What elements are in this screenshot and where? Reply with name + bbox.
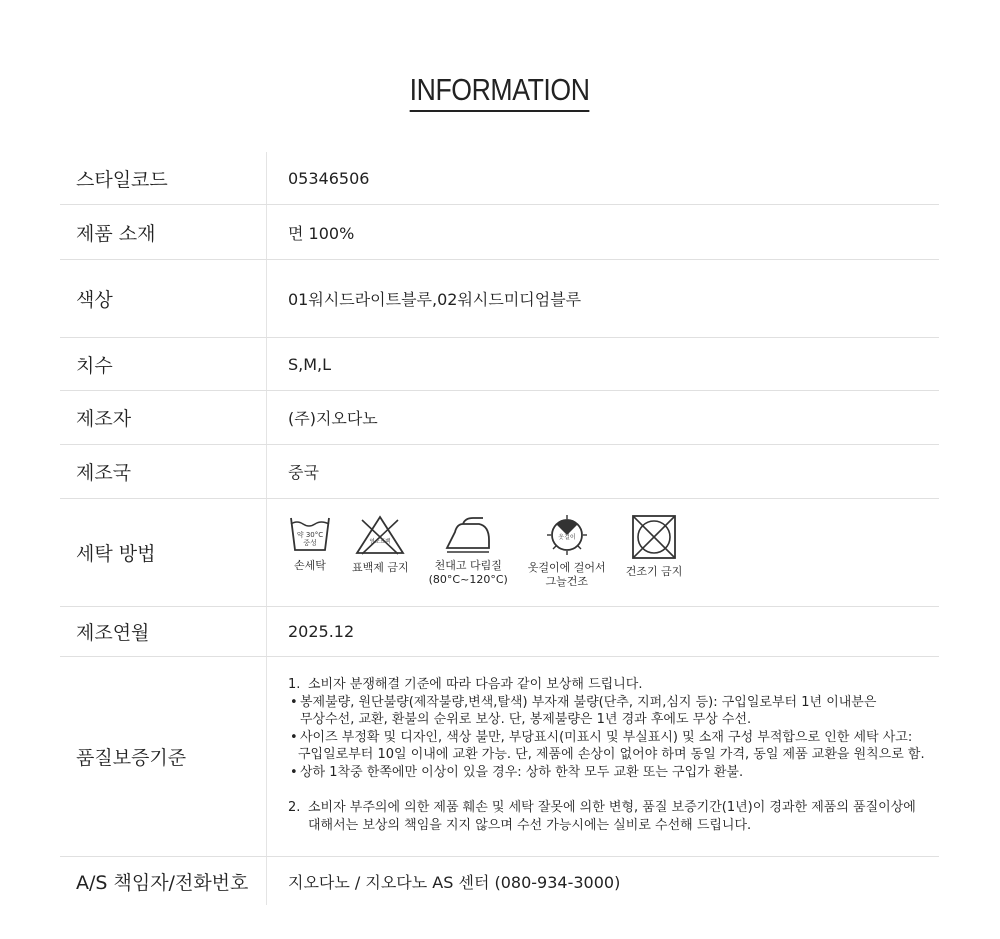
bullet-line: 봉제불량, 원단불량(제작불량,변색,탈색) 부자재 불량(단추, 지퍼,심지 등): 구입일로부터 1년 이내분은 [300, 694, 877, 710]
row-value: 중국 [288, 463, 319, 482]
info-table [60, 152, 939, 905]
row-label: 제조국 [60, 445, 267, 498]
care-symbols [267, 499, 939, 606]
bullet-line: 사이즈 부정확 및 디자인, 색상 불만, 부당표시(미표시 및 부실표시) 및 소재 구성 부적합으로 인한 세탁 사고: [300, 729, 913, 745]
care-label-line2: (80°C~120°C) [428, 573, 508, 586]
quality-bullet-1 [288, 694, 939, 729]
quality-text [267, 657, 939, 856]
row-value: 면 100% [288, 223, 355, 243]
row-label: 품질보증기준 [60, 657, 267, 856]
hand-wash-icon [288, 514, 332, 554]
spacer [288, 781, 939, 799]
shade-dry-icon [543, 514, 591, 556]
item-text: 소비자 분쟁해결 기준에 따라 다음과 같이 보상해 드립니다. [308, 677, 643, 692]
row-date [60, 607, 939, 657]
row-size [60, 338, 939, 391]
row-value: 지오다노 / 지오다노 AS 센터 (080-934-3000) [288, 872, 621, 892]
care-label: 손세탁 [294, 559, 326, 572]
row-value: (주)지오다노 [288, 409, 378, 428]
care-item-no-tumble-dry [626, 514, 683, 579]
row-quality [60, 657, 939, 857]
quality-item-2 [288, 799, 939, 834]
bullet-line: 상하 1착중 한쪽에만 이상이 있을 경우: 상하 한착 모두 교환 또는 구입가 환불. [300, 764, 744, 780]
row-label: 스타일코드 [60, 152, 267, 204]
row-color [60, 260, 939, 338]
row-as [60, 857, 939, 905]
row-label: 제조자 [60, 391, 267, 444]
care-label-line1: 옷걸이에 걸어서 [527, 561, 606, 574]
row-label: A/S 책임자/전화번호 [60, 857, 267, 905]
row-manufacturer [60, 391, 939, 445]
quality-bullet-3 [288, 764, 939, 782]
page-title: INFORMATION [410, 72, 590, 112]
hand-wash-neutral: 중성 [303, 539, 317, 547]
quality-item-1 [288, 676, 939, 694]
row-label: 제조연월 [60, 607, 267, 656]
row-style-code [60, 152, 939, 205]
no-bleach-icon [354, 514, 406, 556]
item-line: 대해서는 보상의 책임을 지지 않으며 수선 가능시에는 실비로 수선해 드립니다. [308, 817, 752, 833]
hand-wash-temp: 약 30°C [296, 531, 324, 539]
row-value: S,M,L [288, 354, 332, 374]
quality-bullet-2 [288, 729, 939, 764]
row-label: 색상 [60, 260, 267, 337]
care-item-iron [429, 514, 508, 587]
no-bleach-inner: 염소표백 [369, 539, 391, 545]
no-tumble-dry-icon [631, 514, 677, 560]
care-label: 건조기 금지 [625, 565, 683, 578]
row-material [60, 205, 939, 260]
bullet: • [290, 764, 298, 780]
care-item-hand-wash [288, 514, 332, 573]
row-washing [60, 499, 939, 607]
row-value: 05346506 [288, 168, 370, 188]
item-number: 2. [288, 800, 301, 815]
row-label: 치수 [60, 338, 267, 390]
care-label: 표백제 금지 [352, 561, 409, 574]
row-value: 01워시드라이트블루,02워시드미디엄블루 [288, 290, 582, 309]
shade-dry-inner: 옷걸이 [558, 534, 576, 541]
bullet: • [290, 694, 298, 710]
title-wrap [0, 72, 1000, 112]
iron-icon [443, 514, 493, 554]
care-label-line2: 그늘건조 [545, 575, 588, 588]
row-country [60, 445, 939, 499]
row-value: 2025.12 [288, 622, 355, 641]
item-number: 1. [288, 677, 301, 692]
row-label: 세탁 방법 [60, 499, 267, 606]
bullet-line: 구입일로부터 10일 이내에 교환 가능. 단, 제품에 손상이 없어야 하며 동일 가격, 동일 제품 교환을 원칙으로 함. [298, 747, 925, 762]
care-item-no-bleach [352, 514, 409, 575]
care-item-shade-dry [528, 514, 606, 589]
bullet: • [290, 729, 298, 745]
item-line: 소비자 부주의에 의한 제품 훼손 및 세탁 잘못에 의한 변형, 품질 보증기간(1년)이 경과한 제품의 품질이상에 [308, 800, 916, 815]
row-label: 제품 소재 [60, 205, 267, 259]
care-label-line1: 천대고 다림질 [434, 559, 502, 572]
bullet-line: 무상수선, 교환, 환불의 순위로 보상. 단, 봉제불량은 1년 경과 후에도 무상 수선. [300, 712, 752, 727]
